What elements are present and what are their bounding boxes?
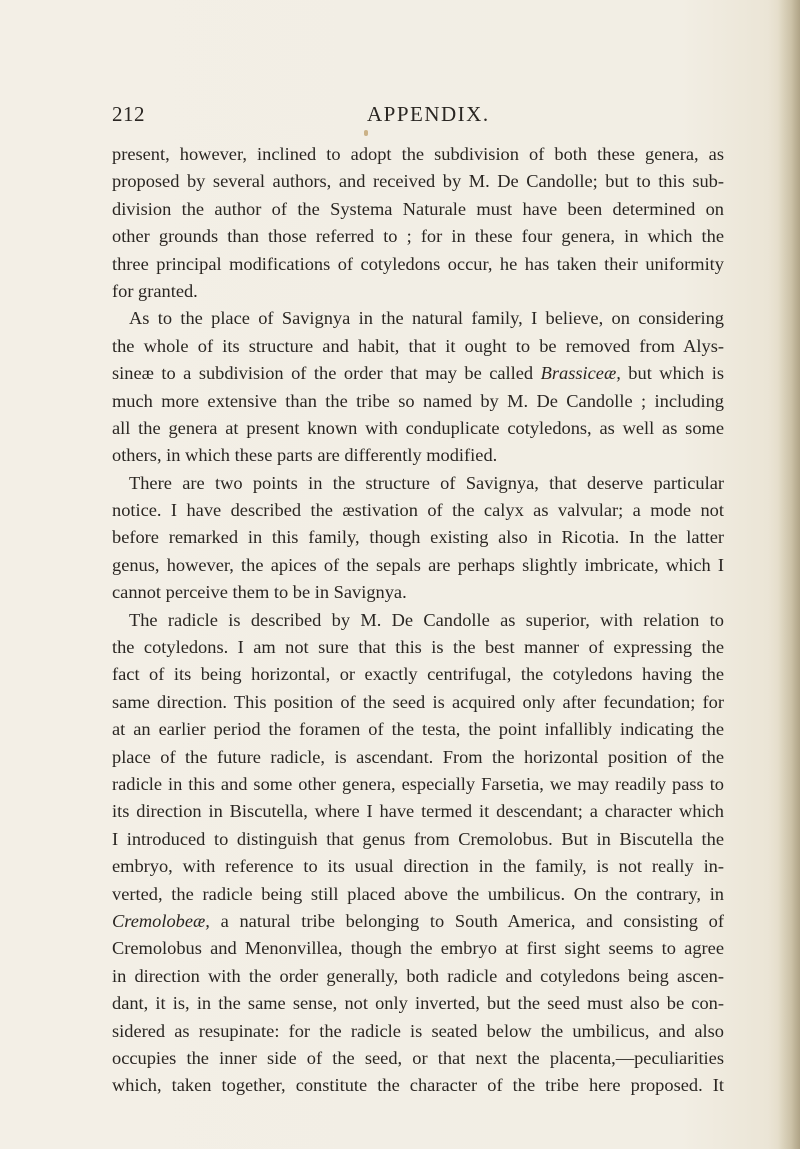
text-line: others, in which these parts are differently modified. (112, 445, 498, 466)
text-segment: sineæ to a subdivision of the order that may be called (112, 363, 541, 384)
text-line: There are two points in the structure of Savignya, that deserve particular (129, 472, 724, 493)
text-line: the cotyledons. I am not sure that this is the best manner of expressing the (112, 637, 724, 658)
text-line: fact of its being horizontal, or exactly centrifugal, the cotyledons having the (112, 664, 724, 685)
text-line: which, taken together, constitute the character of the tribe here proposed. It (112, 1075, 724, 1096)
page-header (112, 102, 692, 134)
text-line: embryo, with reference to its usual direction in the family, is not really in- (112, 856, 724, 877)
ink-speck (364, 130, 368, 136)
text-line (112, 908, 724, 935)
text-line: occupies the inner side of the seed, or that next the placenta,—peculiarities (112, 1047, 724, 1068)
page-edge-shadow (778, 0, 800, 1149)
text-line: cannot perceive them to be in Savignya. (112, 582, 407, 603)
text-line: As to the place of Savignya in the natural family, I believe, on considering (129, 308, 724, 329)
text-line: radicle in this and some other genera, especially Farsetia, we may readily pass to (112, 773, 724, 794)
page-number: 212 (112, 102, 145, 126)
text-line: I introduced to distinguish that genus from Cremolobus. But in Biscutella the (112, 828, 724, 849)
text-line: its direction in Biscutella, where I have termed it descendant; a character which (112, 801, 724, 822)
tribe-name-brassiceae: Brassiceæ, (540, 363, 621, 384)
text-line: Cremolobus and Menonvillea, though the embryo at first sight seems to agree (112, 938, 724, 959)
text-line: at an earlier period the foramen of the testa, the point infallibly indicating the (112, 719, 724, 740)
text-line: all the genera at present known with conduplicate cotyledons, as well as some (112, 417, 724, 438)
text-line: other grounds than those referred to ; for in these four genera, in which the (112, 226, 724, 247)
text-line (112, 360, 724, 387)
text-line: in direction with the order generally, both radicle and cotyledons being ascen- (112, 965, 724, 986)
text-line: place of the future radicle, is ascendant. From the horizontal position of the (112, 746, 724, 767)
text-line: The radicle is described by M. De Candolle as superior, with relation to (129, 609, 724, 630)
text-line: notice. I have described the æstivation of the calyx as valvular; a mode not (112, 500, 724, 521)
text-line: for granted. (112, 280, 198, 301)
text-line: three principal modifications of cotyledons occur, he has taken their uniformity (112, 253, 724, 274)
text-line: the whole of its structure and habit, that it ought to be removed from Alys- (112, 335, 724, 356)
text-segment: a natural tribe belonging to South America, and consisting of (209, 910, 724, 931)
text-line: much more extensive than the tribe so named by M. De Candolle ; including (112, 390, 724, 411)
text-line: dant, it is, in the same sense, not only inverted, but the seed must also be con- (112, 993, 724, 1014)
text-line: genus, however, the apices of the sepals are perhaps slightly imbricate, which I (112, 554, 724, 575)
text-line: sidered as resupinate: for the radicle is seated below the umbilicus, and also (112, 1020, 724, 1041)
tribe-name-cremolobeae: Cremolobeæ, (112, 910, 210, 931)
body-text (112, 141, 724, 1100)
text-line: present, however, inclined to adopt the subdivision of both these genera, as (112, 144, 724, 164)
text-line: division the author of the Systema Naturale must have been determined on (112, 198, 724, 219)
running-title: APPENDIX. (367, 102, 490, 126)
text-line: same direction. This position of the seed is acquired only after fecundation; for (112, 691, 724, 712)
text-line: proposed by several authors, and received by M. De Candolle; but to this sub- (112, 171, 724, 192)
text-segment: but which is (620, 363, 724, 384)
text-line: before remarked in this family, though existing also in Ricotia. In the latter (112, 527, 724, 548)
text-line: verted, the radicle being still placed above the umbilicus. On the contrary, in (112, 883, 724, 904)
